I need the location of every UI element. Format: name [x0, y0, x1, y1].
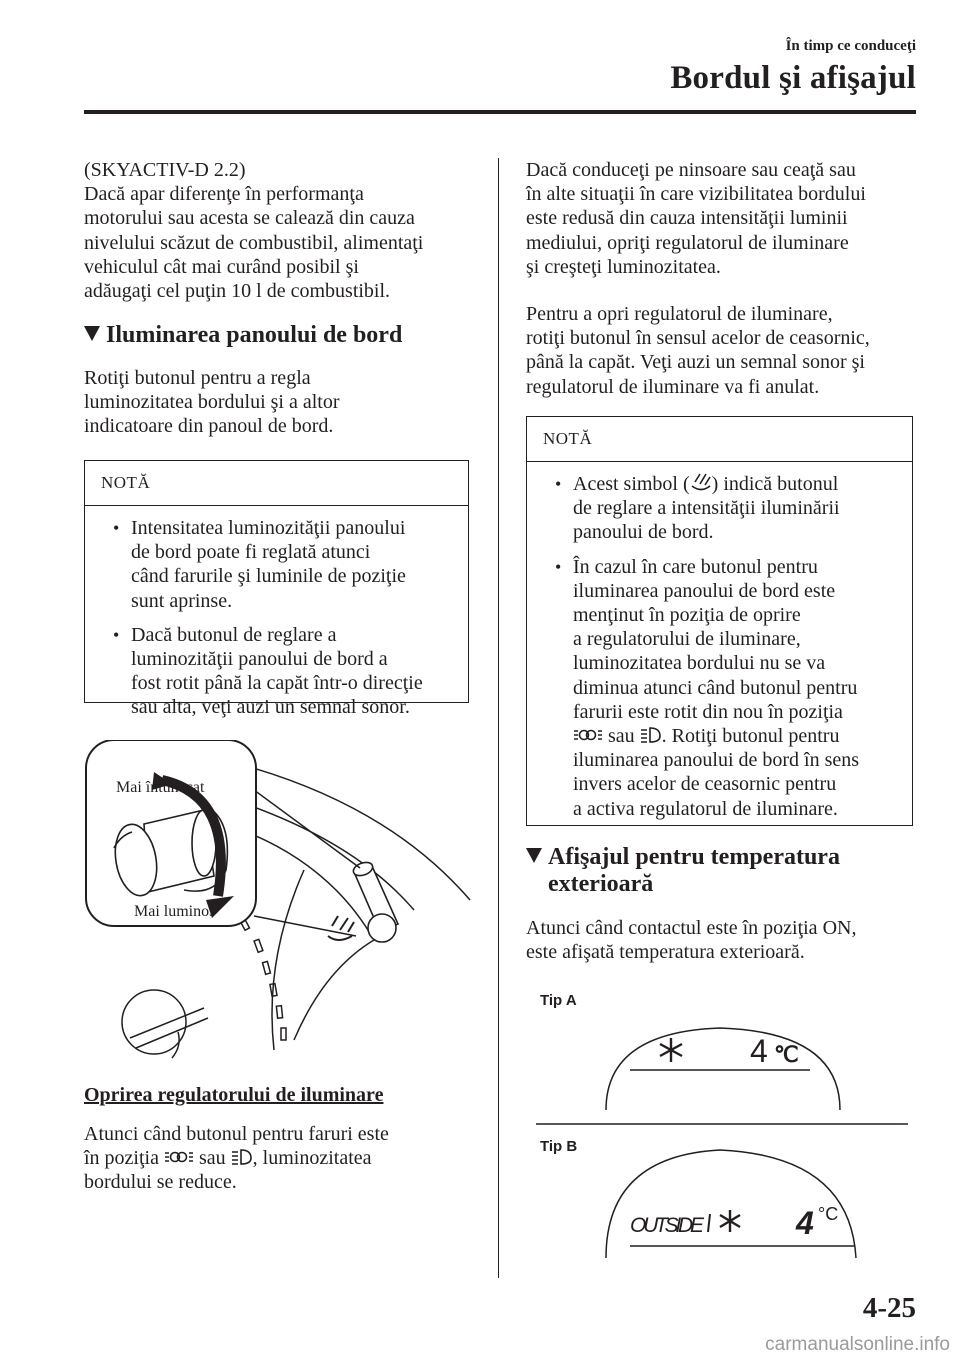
temperature-displays-figure — [530, 1010, 920, 1280]
dimmer-knob-figure — [84, 740, 484, 1060]
text-line: Atunci când contactul este în poziţia ON, — [526, 917, 857, 939]
dimmer-symbol-icon — [328, 916, 354, 940]
intro-paragraph — [84, 158, 484, 303]
temperature-value-a: 4 — [750, 1033, 768, 1069]
label-darker: Mai întunecat — [116, 779, 205, 796]
visibility-paragraph — [526, 158, 926, 279]
temperature-value-b: 4 — [796, 1205, 814, 1241]
note-item: • În cazul în care butonul pentru iluminarea panoului de bord este menţinut în poziţia de oprire a regulatorului de iluminare, luminozitatea bordului nu se va diminua atunci când butonul pentru farurii este rotit din nou în poziţia sau . Rotiţi butonul pentru iluminarea panoului de bord în sens invers acelor de ceasornic pentru a activa regulatorul de iluminare. — [557, 555, 904, 821]
headlight-icon — [231, 1148, 253, 1166]
text-line: şi creşteţi luminozitatea. — [526, 255, 721, 278]
text-line: este afişată temperatura exterioară. — [526, 941, 805, 964]
text-line: bordului se reduce. — [84, 1171, 237, 1194]
separator-mark-icon — [708, 1214, 710, 1232]
note-title: NOTĂ — [85, 461, 468, 506]
text-line: adăugaţi cel puţin 10 l de combustibil. — [84, 280, 391, 303]
header-rule — [84, 110, 916, 114]
page-number: 4-25 — [862, 1292, 916, 1324]
text-line: indicatoare din panoul de bord. — [84, 415, 334, 438]
knob-stalk-icon — [352, 860, 398, 942]
triangle-bullet-icon — [526, 848, 542, 863]
outside-label: OUTSIDE — [630, 1214, 704, 1237]
note-box-right — [526, 416, 913, 826]
section-title: În timp ce conduceţi — [785, 38, 916, 54]
text-line: regulatorul de iluminare va fi anulat. — [526, 375, 820, 398]
text-line: Dacă conduceţi pe ninsoare sau ceaţă sau — [526, 159, 856, 181]
temperature-paragraph — [526, 916, 926, 964]
text-line: rotiţi butonul în sensul acelor de ceasornic, — [526, 327, 870, 350]
display-a-outline — [606, 1028, 840, 1110]
text-line: Rotiţi butonul pentru a regla — [84, 367, 311, 389]
text-line: luminozitatea bordului şi a altor — [84, 391, 340, 414]
temperature-unit-b: °C — [818, 1204, 839, 1224]
type-b-label: Tip B — [540, 1138, 578, 1155]
type-a-label: Tip A — [540, 992, 577, 1009]
note-box-left — [84, 460, 469, 719]
snowflake-icon — [720, 1210, 740, 1232]
text-line: motorului sau acesta se calează din cauza — [84, 207, 415, 230]
note-item: • Dacă butonul de reglare a luminozităţii panoului de bord a fost rotit până la capăt într-o direcţie sau alta, veţi auzi un semnal sonor. — [115, 623, 460, 720]
note-item: • Intensitatea luminozităţii panoului de bord poate fi reglată atunci când farurile şi luminile de poziţie sunt aprinse. — [115, 516, 460, 613]
dimmer-symbol-icon — [690, 472, 712, 492]
stop-dimmer-paragraph — [84, 1122, 484, 1195]
text-line: este redusă din cauza intensităţii luminii — [526, 207, 848, 230]
text-line: mediului, opriţi regulatorul de iluminare — [526, 231, 849, 254]
cancel-dimmer-paragraph — [526, 302, 926, 399]
subheading-stop-dimmer: Oprirea regulatorului de iluminare — [84, 1084, 384, 1106]
text-line: (SKYACTIV-D 2.2) — [84, 159, 246, 181]
column-divider — [498, 158, 499, 1278]
snowflake-icon — [660, 1038, 682, 1062]
triangle-bullet-icon — [84, 326, 100, 341]
parking-light-icon — [164, 1148, 194, 1166]
headlight-icon — [640, 726, 662, 744]
temperature-unit-a: ℃ — [774, 1042, 799, 1067]
note-item: • Acest simbol ( ) indică butonul de reglare a intensităţii iluminării panoului de bord. — [557, 472, 904, 545]
text-line: nivelului scăzut de combustibil, alimentaţi — [84, 231, 424, 254]
section-heading-outside-temperature: Afişajul pentru temperatura exterioară — [526, 844, 840, 898]
text-line: Pentru a opri regulatorul de iluminare, — [526, 303, 833, 325]
label-brighter: Mai luminos — [134, 903, 216, 920]
text-line: Atunci când butonul pentru faruri este — [84, 1123, 389, 1145]
page-title: Bordul şi afişajul — [670, 60, 916, 96]
section-heading-panel-illumination: Iluminarea panoului de bord — [84, 322, 402, 349]
text-line: vehiculul cât mai curând posibil şi — [84, 255, 359, 278]
text-line: în alte situaţii în care vizibilitatea bordului — [526, 183, 866, 206]
text-line: Dacă apar diferenţe în performanţa — [84, 183, 364, 206]
panel-paragraph — [84, 366, 484, 439]
note-title: NOTĂ — [527, 417, 912, 462]
text-line: în poziţia sau , luminozitatea — [84, 1147, 372, 1170]
watermark: carmanualsonline.info — [765, 1334, 950, 1355]
parking-light-icon — [573, 726, 603, 744]
steering-wheel-fragment — [122, 990, 208, 1058]
text-line: până la capăt. Veţi auzi un semnal sonor şi — [526, 351, 865, 374]
